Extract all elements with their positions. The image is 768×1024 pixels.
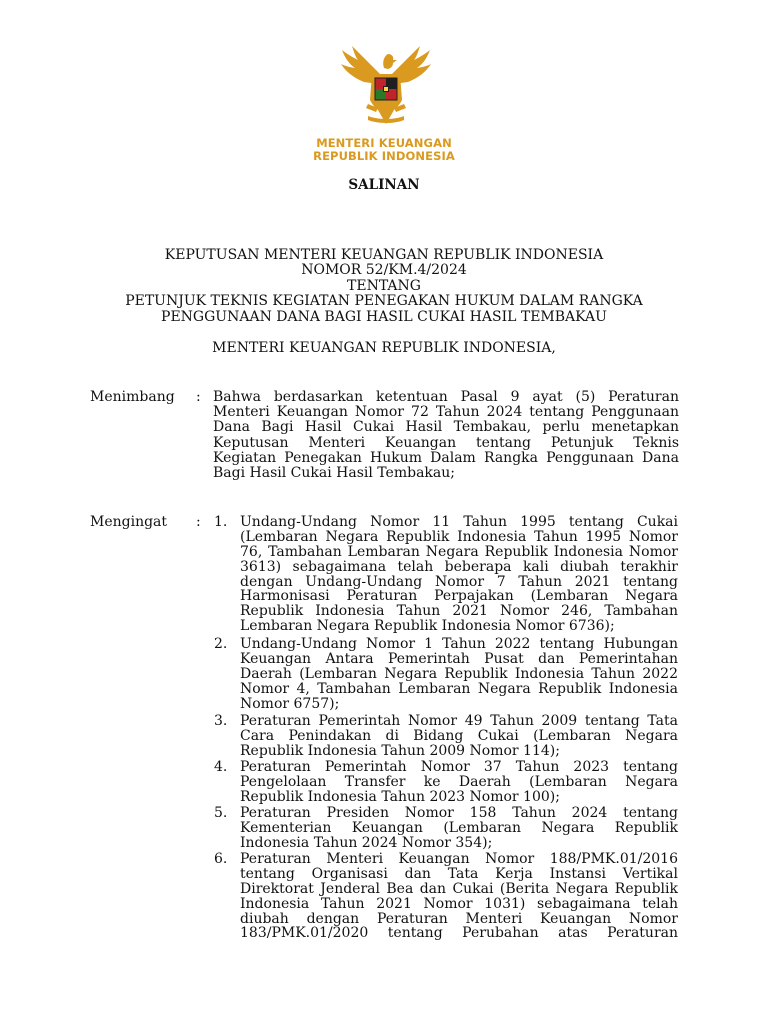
- decree-tentang: TENTANG: [347, 278, 421, 294]
- mengingat-colon: :: [196, 514, 201, 530]
- mengingat-item-line: Cara Penindakan di Bidang Cukai (Lembaran Negara: [240, 727, 678, 744]
- decree-title: KEPUTUSAN MENTERI KEUANGAN REPUBLIK INDONESIA: [164, 247, 604, 263]
- mengingat-item-line: 183/PMK.01/2020 tentang Perubahan atas Peraturan: [240, 925, 678, 942]
- mengingat-item: [240, 515, 678, 634]
- mengingat-item-number: 6.: [214, 851, 228, 867]
- mengingat-item-line: Indonesia Tahun 2021 Nomor 1031) sebagaimana telah: [240, 895, 678, 912]
- decree-subject-line1: PETUNJUK TEKNIS KEGIATAN PENEGAKAN HUKUM DALAM RANGKA: [125, 293, 643, 309]
- menimbang-colon: :: [196, 389, 201, 405]
- mengingat-item-line: Direktorat Jenderal Bea dan Cukai (Berita Negara Republik: [240, 880, 678, 897]
- mengingat-item-line: diubah dengan Peraturan Menteri Keuangan Nomor: [240, 910, 678, 927]
- mengingat-item-line: Peraturan Presiden Nomor 158 Tahun 2024 tentang: [240, 805, 678, 821]
- garuda-emblem-icon: [338, 38, 434, 128]
- menimbang-line: Kegiatan Penegakan Hukum Dalam Rangka Penggunaan Dana: [213, 449, 679, 466]
- institution-name-line2: REPUBLIK INDONESIA: [313, 149, 455, 163]
- mengingat-item-line: Peraturan Menteri Keuangan Nomor 188/PMK.01/2016: [240, 851, 678, 867]
- mengingat-item-number: 1.: [214, 514, 228, 530]
- mengingat-item-number: 3.: [214, 713, 228, 729]
- mengingat-item-line: Republik Indonesia Tahun 2009 Nomor 114);: [240, 742, 560, 759]
- issuer-line: MENTERI KEUANGAN REPUBLIK INDONESIA,: [212, 340, 556, 356]
- mengingat-item-line: 3613) sebagaimana telah beberapa kali diubah terakhir: [240, 558, 678, 575]
- mengingat-item-line: Republik Indonesia Tahun 2021 Nomor 246, Tambahan: [240, 603, 678, 620]
- mengingat-item: [240, 806, 678, 851]
- mengingat-item-line: Undang-Undang Nomor 11 Tahun 1995 tentang Cukai: [240, 514, 678, 530]
- mengingat-item-number: 2.: [214, 636, 228, 652]
- mengingat-item-line: Harmonisasi Peraturan Perpajakan (Lembaran Negara: [240, 588, 678, 605]
- mengingat-item-line: Undang-Undang Nomor 1 Tahun 2022 tentang Hubungan: [240, 636, 678, 652]
- mengingat-item-line: Daerah (Lembaran Negara Republik Indonesia Tahun 2022: [240, 665, 678, 682]
- menimbang-label: Menimbang: [90, 389, 175, 405]
- menimbang-paragraph: [213, 390, 679, 481]
- mengingat-item-line: tentang Organisasi dan Tata Kerja Instansi Vertikal: [240, 865, 678, 882]
- mengingat-item-line: Indonesia Tahun 2024 Nomor 354);: [240, 834, 493, 851]
- mengingat-item-line: Peraturan Pemerintah Nomor 37 Tahun 2023 tentang: [240, 759, 678, 775]
- mengingat-item-line: Keuangan Antara Pemerintah Pusat dan Pemerintahan: [240, 650, 678, 667]
- mengingat-item: [240, 760, 678, 805]
- mengingat-item-line: Lembaran Negara Republik Indonesia Nomor 6736);: [240, 618, 615, 635]
- decree-number: NOMOR 52/KM.4/2024: [301, 262, 467, 278]
- mengingat-item-line: Nomor 4, Tambahan Lembaran Negara Republik Indonesia: [240, 680, 678, 697]
- copy-label: SALINAN: [348, 177, 420, 193]
- mengingat-item-number: 4.: [214, 759, 228, 775]
- mengingat-item-line: Nomor 6757);: [240, 695, 340, 712]
- mengingat-item: [240, 714, 678, 759]
- mengingat-item-number: 5.: [214, 805, 228, 821]
- menimbang-line: Menteri Keuangan Nomor 72 Tahun 2024 tentang Penggunaan: [213, 404, 679, 421]
- mengingat-item: [240, 852, 678, 941]
- institution-name-line1: MENTERI KEUANGAN: [316, 136, 452, 150]
- menimbang-line: Keputusan Menteri Keuangan tentang Petunjuk Teknis: [213, 434, 679, 451]
- decree-subject-line2: PENGGUNAAN DANA BAGI HASIL CUKAI HASIL TEMBAKAU: [161, 309, 607, 325]
- menimbang-line: Dana Bagi Hasil Cukai Hasil Tembakau, perlu menetapkan: [213, 419, 679, 436]
- mengingat-item-line: Kementerian Keuangan (Lembaran Negara Republik: [240, 819, 678, 836]
- mengingat-item-line: Pengelolaan Transfer ke Daerah (Lembaran Negara: [240, 773, 678, 790]
- mengingat-item-line: Republik Indonesia Tahun 2023 Nomor 100);: [240, 788, 560, 805]
- mengingat-item-line: 76, Tambahan Lembaran Negara Republik Indonesia Nomor: [240, 543, 678, 560]
- menimbang-line: Bahwa berdasarkan ketentuan Pasal 9 ayat (5) Peraturan: [213, 389, 679, 405]
- mengingat-item: [240, 637, 678, 711]
- mengingat-item-line: (Lembaran Negara Republik Indonesia Tahun 1995 Nomor: [240, 528, 678, 545]
- mengingat-label: Mengingat: [90, 514, 168, 530]
- mengingat-item-line: dengan Undang-Undang Nomor 7 Tahun 2021 tentang: [240, 573, 678, 590]
- mengingat-item-line: Peraturan Pemerintah Nomor 49 Tahun 2009 tentang Tata: [240, 713, 678, 729]
- menimbang-line: Bagi Hasil Cukai Hasil Tembakau;: [213, 464, 455, 481]
